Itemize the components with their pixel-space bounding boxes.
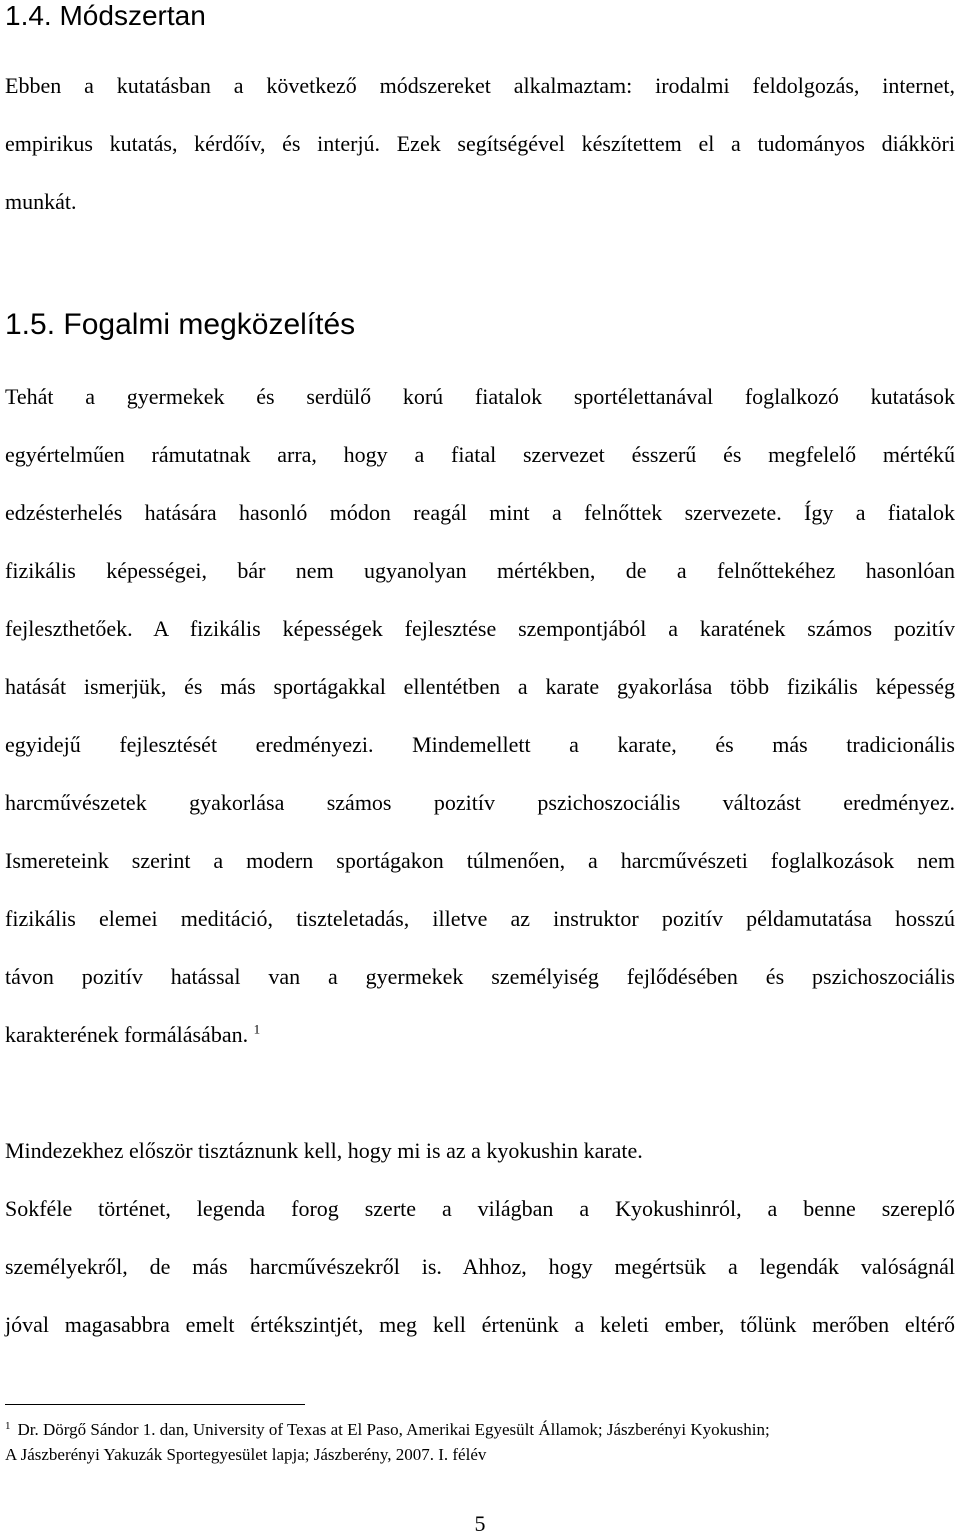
- footnote-marker: 1: [5, 1420, 11, 1432]
- methodology-line-3: munkát.: [5, 189, 77, 214]
- footnote-text-1: Dr. Dörgő Sándor 1. dan, University of Texas at El Paso, Amerikai Egyesült Államok; Jászberényi Kyokushin;: [17, 1420, 770, 1439]
- concepts-line-12: [5, 1021, 955, 1049]
- concepts-line-9: Ismereteink szerint a modern sportágakon túlmenően, a harcművészeti foglalkozások nem: [5, 848, 955, 873]
- footnote-reference[interactable]: 1: [253, 1021, 261, 1037]
- section-heading-concepts: 1.5. Fogalmi megközelítés: [5, 308, 356, 341]
- concepts-line-12-text: karakterének formálásában.: [5, 1022, 249, 1047]
- paragraph-kyokushin-intro: Mindezekhez először tisztáznunk kell, hogy mi is az a kyokushin karate.: [5, 1138, 643, 1163]
- methodology-line-2: empirikus kutatás, kérdőív, és interjú. Ezek segítségével készítettem el a tudományos diákköri: [5, 131, 955, 156]
- concepts-line-1: Tehát a gyermekek és serdülő korú fiatalok sportélettanával foglalkozó kutatások: [5, 384, 955, 409]
- concepts-line-7: egyidejű fejlesztését eredményezi. Mindemellett a karate, és más tradicionális: [5, 732, 955, 757]
- concepts-line-3: edzésterhelés hatására hasonló módon reagál mint a felnőttek szervezete. Így a fiatalok: [5, 500, 955, 525]
- footnote-line-1: [5, 1419, 955, 1441]
- concepts-line-11: távon pozitív hatással van a gyermekek személyiség fejlődésében és pszichoszociális: [5, 964, 955, 989]
- footnote-line-2: A Jászberényi Yakuzák Sportegyesület lapja; Jászberény, 2007. I. félév: [5, 1445, 487, 1464]
- concepts-line-8: harcművészetek gyakorlása számos pozitív pszichoszociális változást eredményez.: [5, 790, 955, 815]
- section-heading-methodology: 1.4. Módszertan: [5, 0, 206, 31]
- paragraph-legends-line-1: Sokféle történet, legenda forog szerte a világban a Kyokushinról, a benne szereplő: [5, 1196, 955, 1221]
- concepts-line-4: fizikális képességei, bár nem ugyanolyan mértékben, de a felnőttekéhez hasonlóan: [5, 558, 955, 583]
- methodology-line-1: Ebben a kutatásban a következő módszereket alkalmaztam: irodalmi feldolgozás, internet,: [5, 73, 955, 98]
- paragraph-legends-line-3: jóval magasabbra emelt értékszintjét, meg kell értenünk a keleti ember, tőlünk merőben eltérő: [5, 1312, 955, 1337]
- concepts-line-5: fejleszthetőek. A fizikális képességek fejlesztése szempontjából a karatének számos pozitív: [5, 616, 955, 641]
- paragraph-legends-line-2: személyekről, de más harcművészekről is. Ahhoz, hogy megértsük a legendák valóságnál: [5, 1254, 955, 1279]
- concepts-line-10: fizikális elemei meditáció, tiszteletadás, illetve az instruktor pozitív példamutatása hosszú: [5, 906, 955, 931]
- concepts-line-6: hatását ismerjük, és más sportágakkal ellentétben a karate gyakorlása több fizikális képesség: [5, 674, 955, 699]
- page-number: 5: [474, 1511, 486, 1536]
- concepts-line-2: egyértelműen rámutatnak arra, hogy a fiatal szervezet ésszerű és megfelelő mértékű: [5, 442, 955, 467]
- footnote-separator: [5, 1404, 305, 1405]
